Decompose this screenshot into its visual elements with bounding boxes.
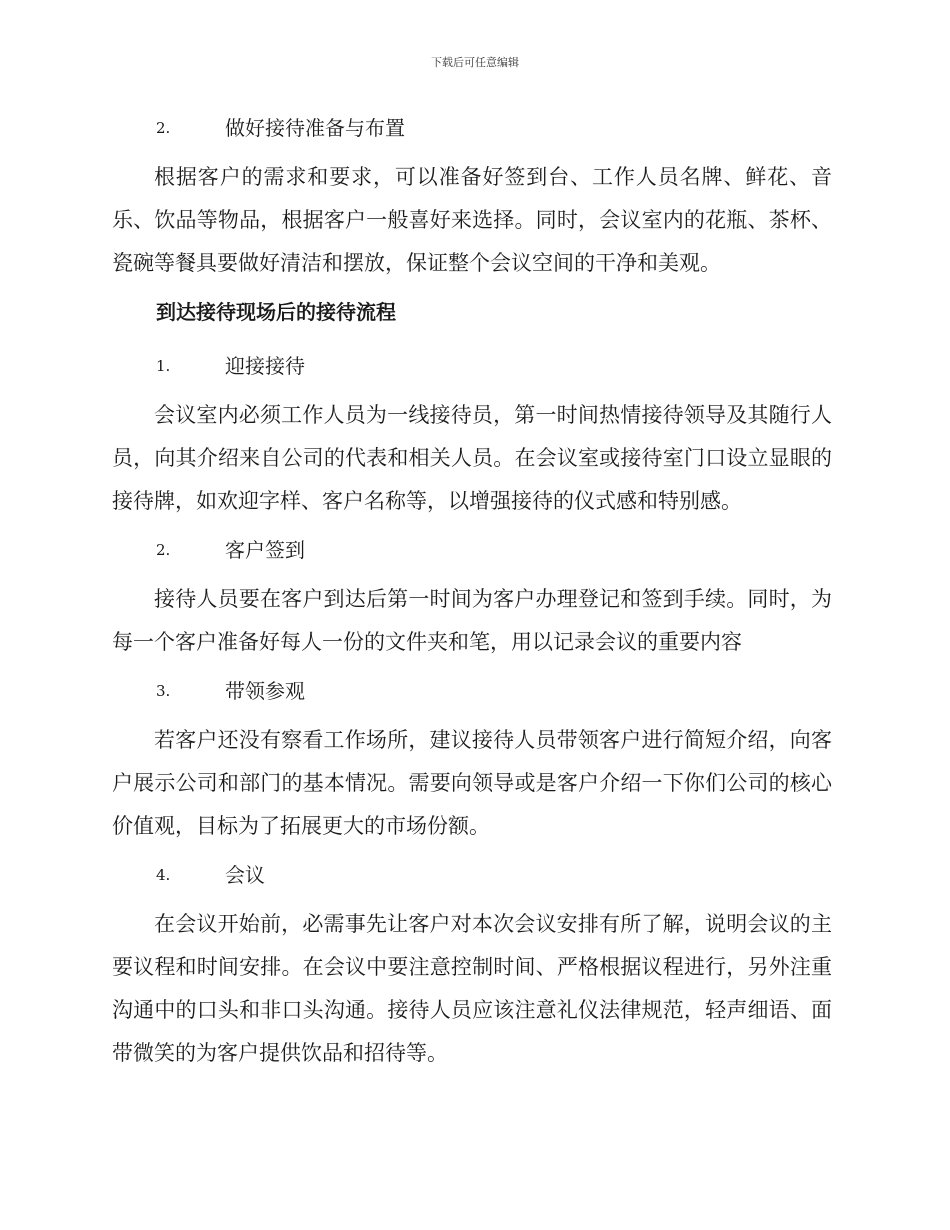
item-number: 2. [156, 541, 171, 559]
item-label: 迎接接待 [225, 354, 305, 378]
document-body [112, 108, 832, 1082]
numbered-heading [112, 346, 832, 386]
paragraph: 若客户还没有察看工作场所，建议接待人员带领客户进行简短介绍，向客户展示公司和部门的基本情况。需要向领导或是客户介绍一下你们公司的核心价值观，目标为了拓展更大的市场份额。 [112, 728, 832, 838]
item-number: 3. [156, 682, 171, 700]
numbered-heading [112, 530, 832, 570]
item-label: 客户签到 [225, 538, 305, 562]
paragraph: 在会议开始前，必需事先让客户对本次会议安排有所了解，说明会议的主要议程和时间安排。在会议中要注意控制时间、严格根据议程进行，另外注重沟通中的口头和非口头沟通。接待人员应该注意礼仪法律规范，轻声细语、面带微笑的为客户提供饮品和招待等。 [112, 912, 832, 1065]
item-number: 4. [156, 866, 171, 884]
item-label: 做好接待准备与布置 [225, 116, 405, 140]
paragraph: 会议室内必须工作人员为一线接待员，第一时间热情接待领导及其随行人员，向其介绍来自公司的代表和相关人员。在会议室或接待室门口设立显眼的接待牌，如欢迎字样、客户名称等，以增强接待的仪式感和特别感。 [112, 403, 832, 513]
page-header: 下载后可任意编辑 [431, 56, 519, 69]
numbered-heading [112, 855, 832, 895]
paragraph: 接待人员要在客户到达后第一时间为客户办理登记和签到手续。同时，为每一个客户准备好每人一份的文件夹和笔，用以记录会议的重要内容 [112, 587, 832, 654]
item-number: 1. [156, 357, 171, 375]
item-number: 2. [156, 119, 171, 137]
numbered-heading [112, 108, 832, 148]
numbered-heading [112, 671, 832, 711]
item-label: 带领参观 [225, 679, 305, 703]
paragraph: 根据客户的需求和要求，可以准备好签到台、工作人员名牌、鲜花、音乐、饮品等物品，根据客户一般喜好来选择。同时，会议室内的花瓶、茶杯、瓷碗等餐具要做好清洁和摆放，保证整个会议空间的干净和美观。 [112, 165, 832, 275]
item-label: 会议 [225, 863, 265, 887]
section-heading: 到达接待现场后的接待流程 [156, 300, 396, 324]
